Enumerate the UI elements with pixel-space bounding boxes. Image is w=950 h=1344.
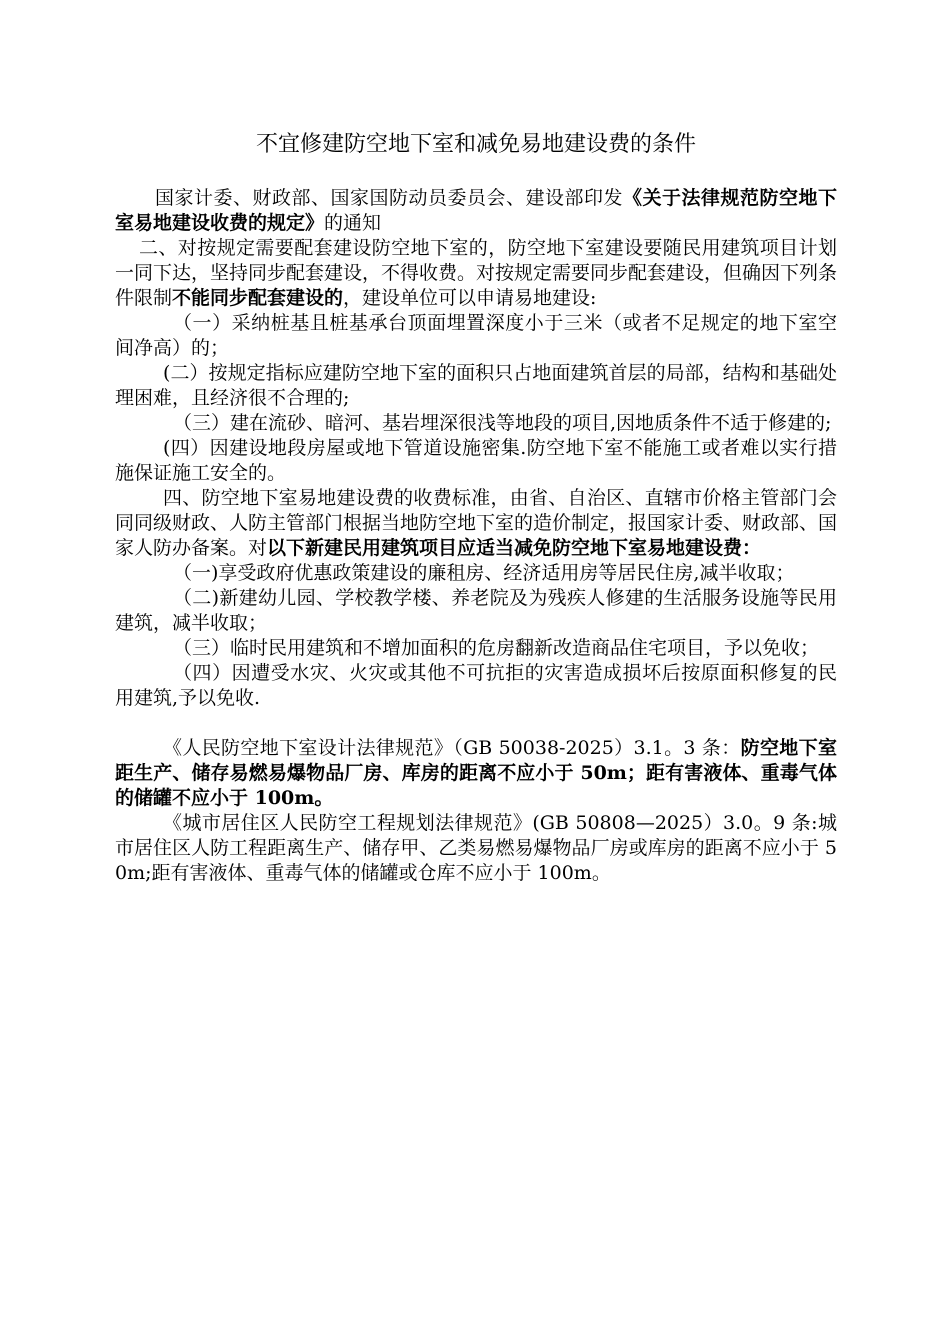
condition-item: (四）因建设地段房屋或地下管道设施密集.防空地下室不能施工或者难以实行措施保证施工安全的。 — [115, 437, 837, 484]
document-page — [115, 130, 837, 886]
code-one-paragraph — [115, 736, 837, 811]
code-one-emphasis: 防空地下室距生产、储存易燃易爆物品厂房、库房的距离不应小于 50m；距有害液体、重毒气体的储罐不应小于 100m。 — [115, 737, 837, 809]
condition-item: （三）建在流砂、暗河、基岩埋深很浅等地段的项目,因地质条件不适于修建的; — [173, 412, 832, 434]
condition-item: (二）按规定指标应建防空地下室的面积只占地面建筑首层的局部，结构和基础处理困难，且经济很不合理的; — [115, 362, 837, 409]
notice-paragraph — [115, 186, 837, 236]
document-title: 不宜修建防空地下室和减免易地建设费的条件 — [255, 132, 696, 157]
reduction-item: （一)享受政府优惠政策建设的廉租房、经济适用房等居民住房,减半收取； — [173, 562, 795, 584]
item-two-paragraph — [115, 236, 837, 311]
item-four-emphasis: 以下新建民用建筑项目应适当减免防空地下室易地建设费： — [267, 537, 762, 559]
notice-suffix: 的通知 — [324, 212, 382, 234]
reduction-item: （四）因遭受水灾、火灾或其他不可抗拒的灾害造成损坏后按原面积修复的民用建筑,予以免收. — [115, 662, 837, 709]
item-two-text: 二、对按规定需要配套建设防空地下室的，防空地下室建设要随民用建筑项目计划一同下达，坚持同步配套建设，不得收费。对按规定需要同步配套建设，但确因下列条件限制 — [115, 237, 838, 309]
notice-text: 国家计委、财政部、国家国防动员委员会、建设部印发 — [155, 187, 623, 209]
item-two-suffix: ，建设单位可以申请易地建设: — [343, 287, 597, 309]
item-four-text: 四、防空地下室易地建设费的收费标准，由省、自治区、直辖市价格主管部门会同同级财政、人防主管部门根据当地防空地下室的造价制定，报国家计委、财政部、国家人防办备案。对 — [115, 487, 838, 559]
code-two-paragraph: 《城市居住区人民防空工程规划法律规范》(GB 50808—2025）3.0。9 条:城市居住区人防工程距离生产、储存甲、乙类易燃易爆物品厂房或库房的距离不应小于 50m;距有害液体、重毒气体的储罐或仓库不应小于 100m。 — [115, 812, 837, 884]
condition-item: （一）采纳桩基且桩基承台顶面埋置深度小于三米（或者不足规定的地下室空间净高）的； — [115, 312, 837, 359]
paragraph-spacer — [115, 711, 837, 736]
reduction-item: （三）临时民用建筑和不增加面积的危房翻新改造商品住宅项目，予以免收； — [173, 637, 820, 659]
notice-regulation-name: 《关于法律规范防空地下室易地建设收费的规定》 — [115, 187, 837, 234]
code-one-text: 《人民防空地下室设计法律规范》（GB 50038-2025）3.1。3 条： — [163, 737, 741, 759]
item-two-emphasis: 不能同步配套建设的 — [172, 287, 344, 309]
reduction-item: （二)新建幼儿园、学校教学楼、养老院及为残疾人修建的生活服务设施等民用建筑，减半收取； — [115, 587, 837, 634]
item-four-paragraph — [115, 486, 837, 561]
